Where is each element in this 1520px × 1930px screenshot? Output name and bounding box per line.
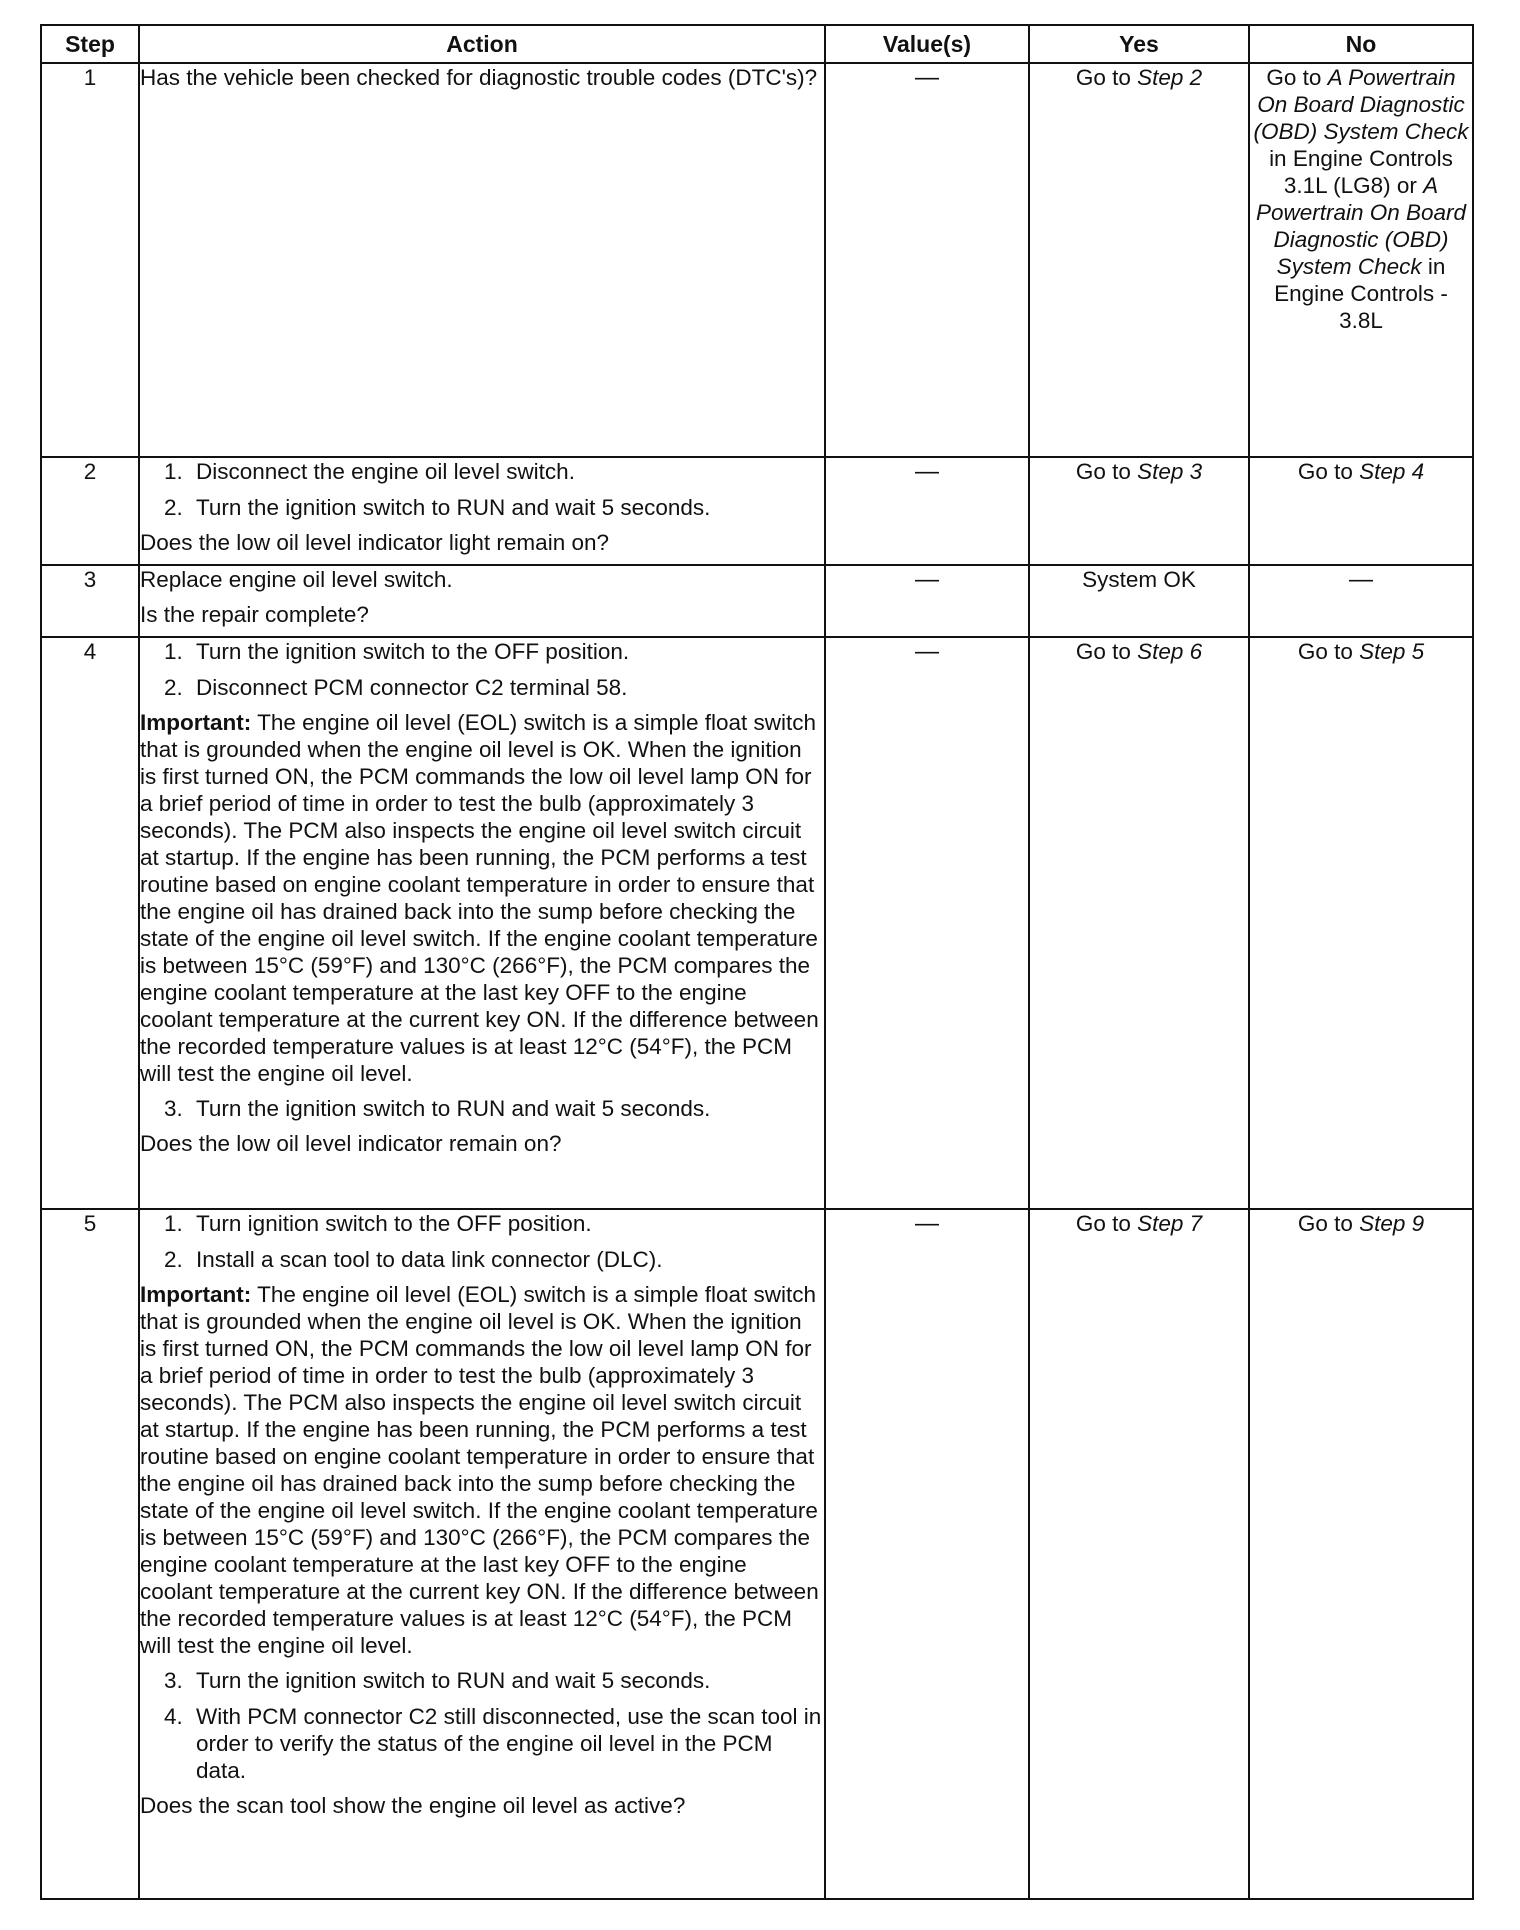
- action-list: [140, 1667, 824, 1784]
- value-cell: [825, 565, 1029, 637]
- yes-cell: [1029, 637, 1249, 1209]
- list-item: 2. Install a scan tool to data link connector (DLC).: [164, 1247, 663, 1272]
- table-header-row: [41, 25, 1473, 63]
- important-label: Important:: [140, 1282, 252, 1307]
- important-text: The engine oil level (EOL) switch is a simple float switch that is grounded when the engine oil level is OK. When the ignition is first turned ON, the PCM commands the low oil level lamp ON for a brief period of time in order to test the bulb (approximately 3 seconds). The PCM also inspects the engine oil level switch circuit at startup. If the engine has been running, the PCM performs a test routine based on engine coolant temperature in order to ensure that the engine oil has drained back into the sump before checking the state of the engine oil level switch. If the engine coolant temperature is between 15°C (59°F) and 130°C (266°F), the PCM compares the engine coolant temperature at the last key OFF to the engine coolant temperature at the current key ON. If the difference between the recorded temperature values is at least 12°C (54°F), the PCM will test the engine oil level.: [140, 710, 819, 1086]
- list-item: 2. Turn the ignition switch to RUN and wait 5 seconds.: [164, 495, 711, 520]
- header-step: Step: [41, 25, 139, 63]
- step-number: 1: [41, 63, 139, 457]
- value-cell: [825, 1209, 1029, 1899]
- action-question: Does the low oil level indicator remain on?: [140, 1131, 562, 1156]
- action-cell: [139, 637, 825, 1209]
- list-item: 1. Turn the ignition switch to the OFF position.: [164, 639, 630, 664]
- list-item: 1. Disconnect the engine oil level switch.: [164, 459, 575, 484]
- action-question: Does the scan tool show the engine oil level as active?: [140, 1793, 686, 1818]
- action-question: Does the low oil level indicator light remain on?: [140, 530, 609, 555]
- yes-step-link[interactable]: Step 3: [1137, 459, 1203, 484]
- no-cell: [1249, 1209, 1473, 1899]
- header-no: No: [1249, 25, 1473, 63]
- no-step-link[interactable]: Step 5: [1359, 639, 1425, 664]
- value-dash: —: [915, 458, 939, 485]
- no-obd-link-3-8l[interactable]: A Powertrain On Board Diagnostic (OBD) System Check: [1255, 173, 1467, 279]
- action-list: [140, 1095, 824, 1122]
- value-dash: —: [915, 566, 939, 593]
- table-row: [41, 457, 1473, 565]
- diagnostic-table: [40, 24, 1474, 1900]
- action-cell: [139, 63, 825, 457]
- yes-prefix: Go to: [1075, 65, 1138, 90]
- yes-step-link[interactable]: Step 6: [1137, 639, 1203, 664]
- action-question: Has the vehicle been checked for diagnostic trouble codes (DTC's)?: [140, 65, 818, 90]
- action-cell: [139, 565, 825, 637]
- diagnostic-document: [40, 24, 1472, 1900]
- list-item: 3. Turn the ignition switch to RUN and wait 5 seconds.: [164, 1668, 711, 1693]
- header-values: Value(s): [825, 25, 1029, 63]
- list-item: 4. With PCM connector C2 still disconnected, use the scan tool in order to verify the status of the engine oil level in the PCM data.: [164, 1704, 822, 1783]
- list-item: 1. Turn ignition switch to the OFF position.: [164, 1211, 592, 1236]
- yes-cell: [1029, 1209, 1249, 1899]
- yes-cell: [1029, 565, 1249, 637]
- list-item: 2. Disconnect PCM connector C2 terminal 58.: [164, 675, 628, 700]
- yes-step-link[interactable]: Step 7: [1137, 1211, 1203, 1236]
- yes-step-link[interactable]: Step 2: [1137, 65, 1203, 90]
- table-row: [41, 565, 1473, 637]
- no-text: in Engine Controls 3.1L (LG8) or: [1269, 146, 1453, 198]
- important-note: [140, 709, 824, 1087]
- no-step-link[interactable]: Step 9: [1359, 1211, 1425, 1236]
- yes-prefix: Go to: [1075, 1211, 1138, 1236]
- table-row: [41, 63, 1473, 457]
- value-cell: [825, 457, 1029, 565]
- important-label: Important:: [140, 710, 252, 735]
- yes-cell: [1029, 63, 1249, 457]
- yes-cell: [1029, 457, 1249, 565]
- value-dash: —: [915, 64, 939, 91]
- no-prefix: Go to: [1297, 1211, 1360, 1236]
- value-cell: [825, 637, 1029, 1209]
- no-cell: [1249, 63, 1473, 457]
- table-row: [41, 1209, 1473, 1899]
- step-number: 4: [41, 637, 139, 1209]
- value-dash: —: [915, 1210, 939, 1237]
- value-cell: [825, 63, 1029, 457]
- no-prefix: Go to: [1297, 639, 1360, 664]
- step-number: 5: [41, 1209, 139, 1899]
- no-obd-link-3-1l[interactable]: A Powertrain On Board Diagnostic (OBD) System Check: [1253, 65, 1469, 144]
- action-cell: [139, 457, 825, 565]
- no-cell: [1249, 565, 1473, 637]
- header-action: Action: [139, 25, 825, 63]
- action-instruction: Replace engine oil level switch.: [140, 567, 453, 592]
- no-text: Go to: [1266, 65, 1328, 90]
- no-dash: —: [1349, 566, 1373, 593]
- action-question: Is the repair complete?: [140, 602, 369, 627]
- yes-prefix: Go to: [1075, 639, 1138, 664]
- no-cell: [1249, 637, 1473, 1209]
- action-list: [140, 458, 824, 521]
- important-note: [140, 1281, 824, 1659]
- no-cell: [1249, 457, 1473, 565]
- action-list: [140, 638, 824, 701]
- list-item: 3. Turn the ignition switch to RUN and wait 5 seconds.: [164, 1096, 711, 1121]
- value-dash: —: [915, 638, 939, 665]
- header-yes: Yes: [1029, 25, 1249, 63]
- step-number: 2: [41, 457, 139, 565]
- no-text: in Engine Controls - 3.8L: [1274, 254, 1448, 333]
- step-number: 3: [41, 565, 139, 637]
- important-text: The engine oil level (EOL) switch is a simple float switch that is grounded when the engine oil level is OK. When the ignition is first turned ON, the PCM commands the low oil level lamp ON for a brief period of time in order to test the bulb (approximately 3 seconds). The PCM also inspects the engine oil level switch circuit at startup. If the engine has been running, the PCM performs a test routine based on engine coolant temperature in order to ensure that the engine oil has drained back into the sump before checking the state of the engine oil level switch. If the engine coolant temperature is between 15°C (59°F) and 130°C (266°F), the PCM compares the engine coolant temperature at the last key OFF to the engine coolant temperature at the current key ON. If the difference between the recorded temperature values is at least 12°C (54°F), the PCM will test the engine oil level.: [140, 1282, 819, 1658]
- no-step-link[interactable]: Step 4: [1359, 459, 1425, 484]
- yes-result: System OK: [1082, 567, 1196, 592]
- action-cell: [139, 1209, 825, 1899]
- table-row: [41, 637, 1473, 1209]
- no-prefix: Go to: [1297, 459, 1360, 484]
- yes-prefix: Go to: [1075, 459, 1138, 484]
- action-list: [140, 1210, 824, 1273]
